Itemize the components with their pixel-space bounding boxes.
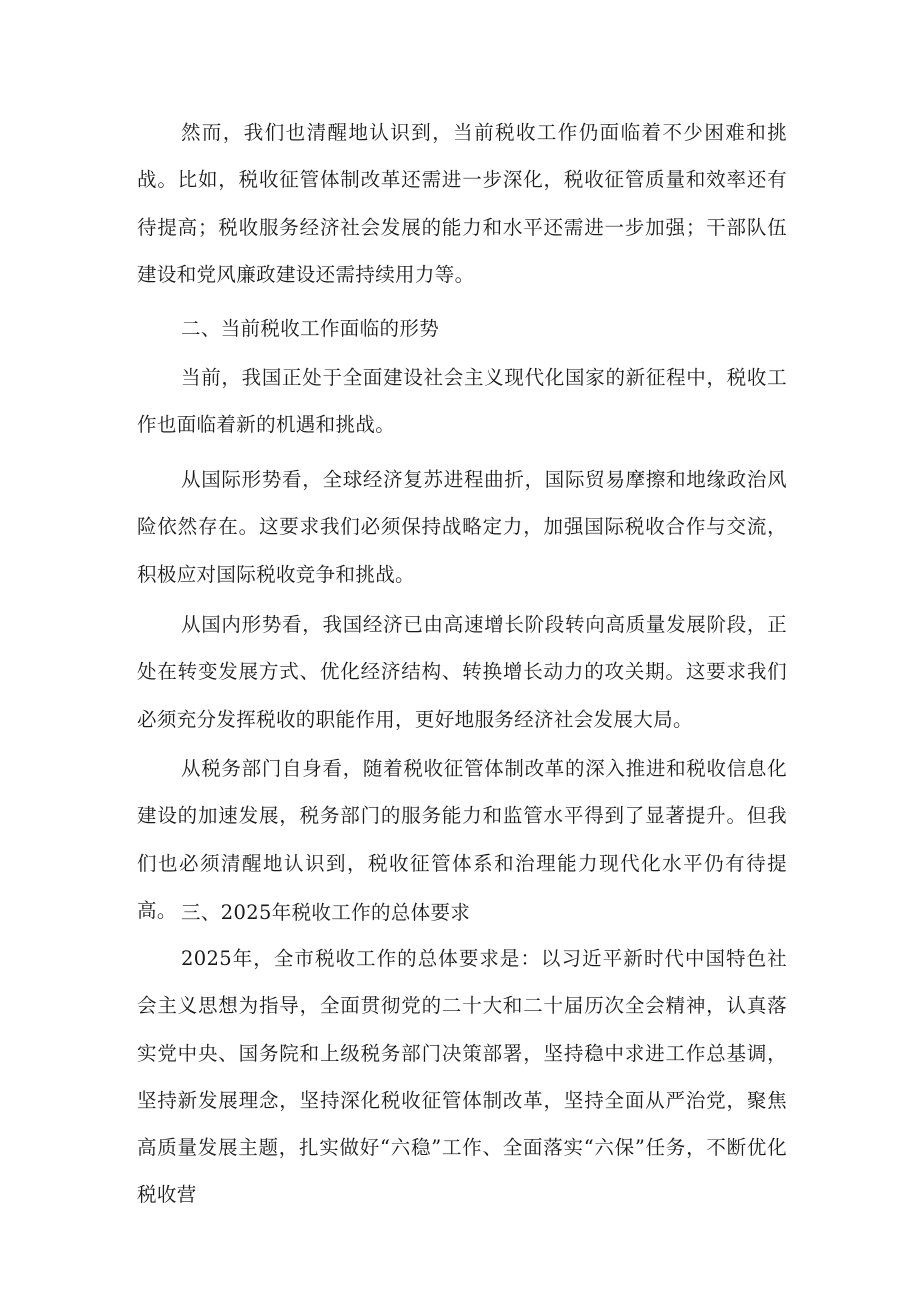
paragraph-international-situation: 从国际形势看，全球经济复苏进程曲折，国际贸易摩擦和地缘政治风险依然存在。这要求我们必须保持战略定力，加强国际税收合作与交流，积极应对国际税收竞争和挑战。 — [137, 468, 787, 586]
paragraph-new-journey: 当前，我国正处于全面建设社会主义现代化国家的新征程中，税收工作也面临着新的机遇和挑战。 — [137, 366, 787, 437]
section-heading-current-situation: 二、当前税收工作面临的形势 — [181, 317, 440, 340]
paragraph-2025-overall-requirements: 2025年，全市税收工作的总体要求是：以习近平新时代中国特色社会主义思想为指导，全面贯彻党的二十大和二十届历次全会精神，认真落实党中央、国务院和上级税务部门决策部署，坚持稳中求进工作总基调，坚持新发展理念，坚持深化税收征管体制改革，坚持全面从严治党，聚焦高质量发展主题，扎实做好“六稳”工作、全面落实“六保”任务，不断优化税收营 — [137, 947, 787, 1207]
paragraph-difficulties-and-challenges: 然而，我们也清醒地认识到，当前税收工作仍面临着不少困难和挑战。比如，税收征管体制改革还需进一步深化，税收征管质量和效率还有待提高；税收服务经济社会发展的能力和水平还需进一步加强；干部队伍建设和党风廉政建设还需持续用力等。 — [137, 121, 787, 286]
paragraph-domestic-situation: 从国内形势看，我国经济已由高速增长阶段转向高质量发展阶段，正处在转变发展方式、优化经济结构、转换增长动力的攻关期。这要求我们必须充分发挥税收的职能作用，更好地服务经济社会发展大局。 — [137, 613, 787, 731]
section-heading-overall-requirements: 三、2025年税收工作的总体要求 — [181, 901, 471, 924]
paragraph-tax-department-itself: 从税务部门自身看，随着税收征管体制改革的深入推进和税收信息化建设的加速发展，税务部门的服务能力和监管水平得到了显著提升。但我们也必须清醒地认识到，税收征管体系和治理能力现代化水平仍有待提高。 — [137, 757, 787, 922]
